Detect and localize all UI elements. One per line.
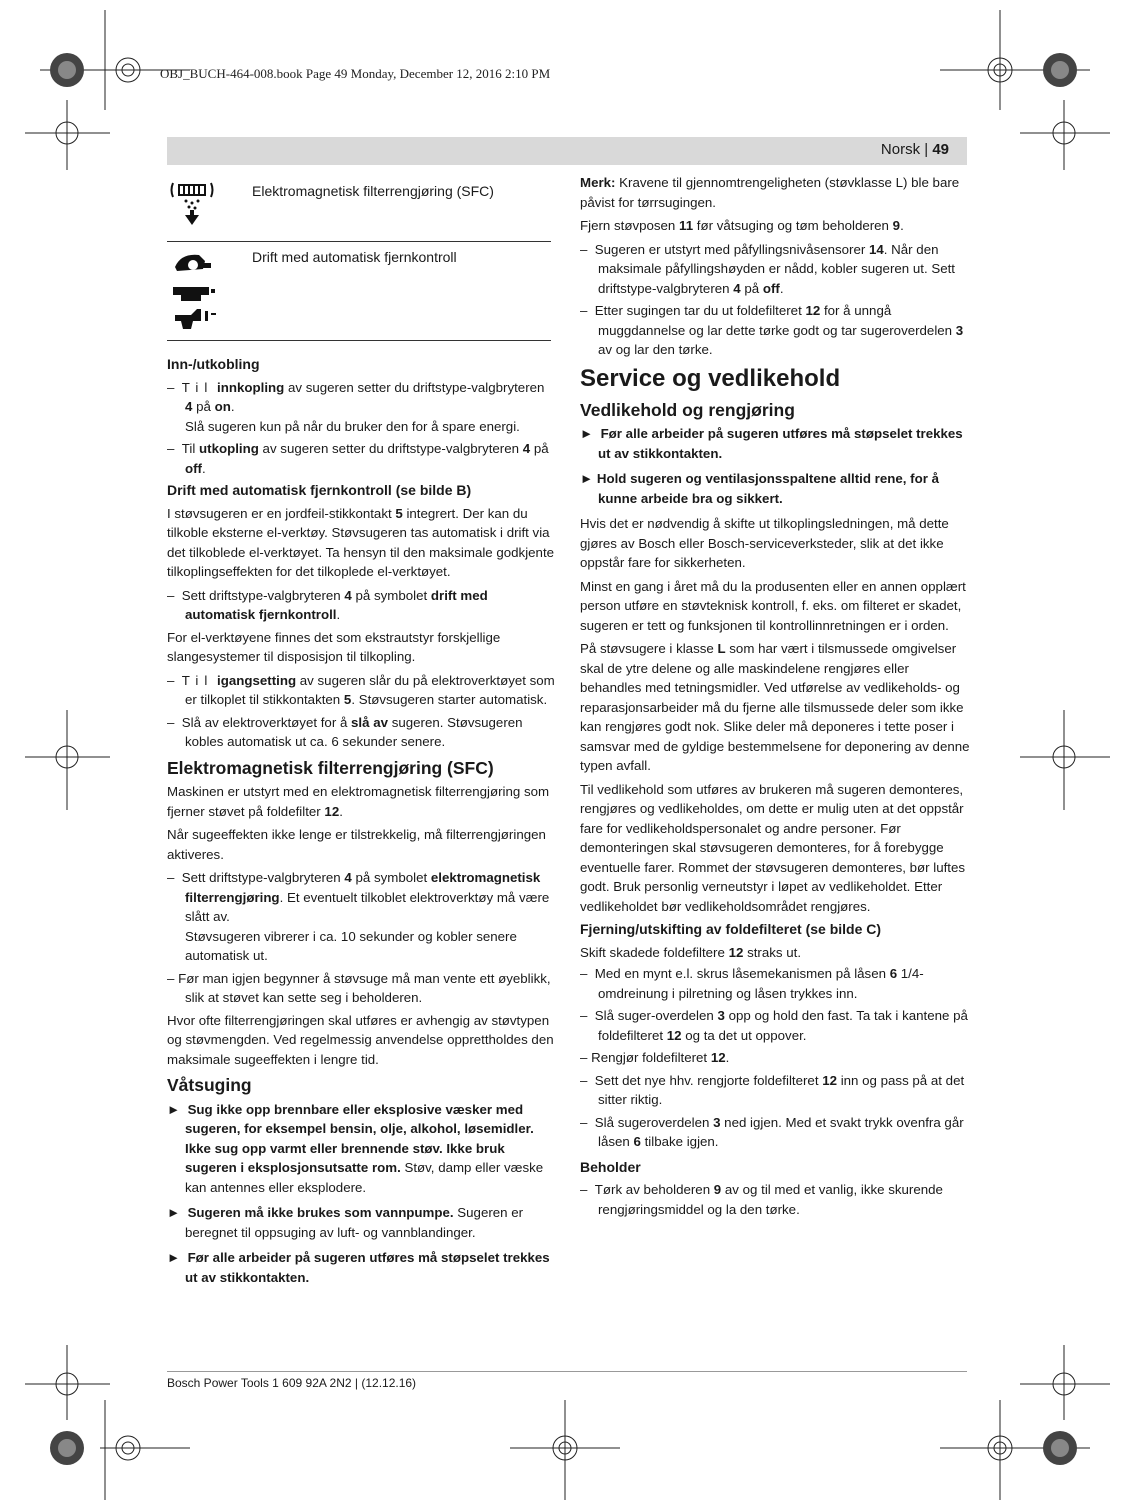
symbol-sfc-text: Elektromagnetisk filterrengjøring (SFC): [252, 183, 494, 199]
sfc-filter-cleaning-icon: [169, 179, 215, 233]
right-column: [580, 173, 970, 1222]
list-item: – Etter sugingen tar du ut foldefilteret 12 for å unngå muggdannelse og lar dette tørke godt og tar sugeroverdelen 3 av og lar den tørke.: [580, 303, 964, 357]
print-slug: OBJ_BUCH-464-008.book Page 49 Monday, December 12, 2016 2:10 PM: [160, 66, 551, 81]
paragraph: Maskinen er utstyrt med en elektromagnetisk filterrengjøring som fjerner støvet på foldefilter 12.: [167, 784, 550, 819]
symbol-auto-text: Drift med automatisk fjernkontroll: [252, 249, 457, 265]
paragraph: Minst en gang i året må du la produsenten eller en annen opplært person utføre en støvteknisk kontroll, f. eks. om filteret er skadet, sugeren er tett og funksjonen til kontrollinnretningen er i orden.: [580, 578, 966, 633]
warning-item: ► Sugeren må ikke brukes som vannpumpe. Sugeren er beregnet til oppsuging av luft- og vannblandinger.: [167, 1205, 524, 1240]
list-item: – Rengjør foldefilteret 12.: [580, 1050, 730, 1065]
page-header: [881, 141, 949, 158]
symbol-row-auto: [167, 241, 551, 341]
paragraph: Hvis det er nødvendig å skifte ut tilkoplingsledningen, må dette gjøres av Bosch eller Bosch-serviceverksteder, slik at det ikke oppstår fare for sikkerheten.: [580, 516, 949, 570]
wet-suction-heading: Våtsuging: [167, 1075, 252, 1095]
list-item: – Slå av elektroverktøyet for å slå av sugeren. Støvsugeren kobles automatisk ut ca. 6 sekunder senere.: [167, 714, 523, 749]
container-heading: Beholder: [580, 1158, 641, 1175]
list-item: – Tørk av beholderen 9 av og til med et vanlig, ikke skurende rengjøringsmiddel og la den tørke.: [580, 1182, 943, 1217]
header-language: Norsk: [880, 141, 921, 158]
service-heading: Service og vedlikehold: [580, 364, 841, 392]
paragraph: Skift skadede foldefiltere 12 straks ut.: [580, 944, 802, 960]
left-column: [167, 352, 555, 1293]
paragraph: For el-verktøyene finnes det som ekstrautstyr forskjellige slangesystemer til disposisjon til tilkopling.: [167, 629, 501, 664]
list-item: – Før man igjen begynner å støvsuge må man vente ett øyeblikk, slik at støvet kan sette seg i beholderen.: [167, 970, 551, 1005]
auto-remote-heading: Drift med automatisk fjernkontroll (se bilde B): [167, 482, 472, 498]
power-tool-auto-remote-icon: [171, 247, 219, 335]
warning-item: ► Hold sugeren og ventilasjonsspaltene alltid rene, for å kunne arbeide bra og sikkert.: [580, 471, 939, 506]
list-item: – Til innkopling av sugeren setter du driftstype-valgbryteren 4 på on. Slå sugeren kun på når du bruker den for å spare energi.: [167, 379, 545, 434]
page-header-bar: [167, 137, 967, 165]
paragraph: Fjern støvposen 11 før våtsuging og tøm beholderen 9.: [580, 218, 904, 233]
symbol-row-sfc: [167, 175, 551, 242]
list-item: – Sugeren er utstyrt med påfyllingsnivåsensorer 14. Når den maksimale påfyllingshøyden er nådd, kobler sugeren ut. Sett driftstype-valgbryteren 4 på off.: [580, 241, 955, 296]
paragraph: Når sugeeffekten ikke lenge er tilstrekkelig, må filterrengjøringen aktiveres.: [167, 827, 546, 862]
maintenance-heading: Vedlikehold og rengjøring: [580, 399, 795, 420]
paragraph: Til vedlikehold som utføres av brukeren må sugeren demonteres, rengjøres og vedlikeholdes, om dette er mulig uten at det oppstår fare for vedlikeholdspersonalet og andre personer. Før demonteringen skal støvsugeren demonteres, for å forebygge eventuelle farer. Rommet der støvsugeren demonteres, bør luftes godt. Bruk personlig verneutstyr i løpet av vedlikeholdet. Etter vedlikeholdet bør vedlikeholdsområdet rengjøres.: [580, 781, 966, 914]
warning-item: ► Før alle arbeider på sugeren utføres må støpselet trekkes ut av stikkontakten.: [580, 426, 963, 461]
paragraph: Hvor ofte filterrengjøringen skal utføres er avhengig av støvtypen og støvmengden. Ved regelmessig anvendelse opprettholdes den maksimale sugeeffekten i lengre tid.: [167, 1012, 554, 1067]
page-footer: Bosch Power Tools 1 609 92A 2N2 | (12.12.16): [167, 1376, 417, 1390]
sfc-heading: Elektromagnetisk filterrengjøring (SFC): [167, 757, 494, 778]
warning-item: ► Sug ikke opp brennbare eller eksplosive væsker med sugeren, for eksempel bensin, olje, alkohol, løsemidler. Ikke sug opp varmt eller brennende støv. Ikke bruk sugeren i eksplosjonsutsatte rom. Støv, damp eller væske kan antennes eller eksplodere.: [167, 1101, 544, 1195]
paragraph: Merk: Kravene til gjennomtrengeligheten (støvklasse L) ble bare påvist for tørrsugingen.: [580, 175, 960, 210]
filter-heading: Fjerning/utskifting av foldefilteret (se bilde C): [580, 921, 882, 937]
paragraph: I støvsugeren er en jordfeil-stikkontakt 5 integrert. Der kan du tilkoble eksterne el-verktøy. Støvsugeren tas automatisk i drift via det tilkoblede el-verktøyet. Ta hensyn til den maksimale godkjente tilkoplingseffekten for det tilkoplede el-verktøyet.: [167, 505, 555, 579]
list-item: – Slå suger-overdelen 3 opp og hold den fast. Ta tak i kantene på foldefilteret 12 og ta det ut oppover.: [580, 1008, 968, 1043]
list-item: – Sett det nye hhv. rengjorte foldefilteret 12 inn og pass på at det sitter riktig.: [580, 1072, 965, 1107]
list-item: – Slå sugeroverdelen 3 ned igjen. Med et svakt trykk ovenfra går låsen 6 tilbake igjen.: [580, 1114, 964, 1149]
paragraph: På støvsugere i klasse L som har vært i tilsmussede omgivelser skal de ytre delene og alle maskindelene rengjøres eller behandles med tetningsmidler. Ved utførelse av vedlikeholds- og reparasjonsarbeider må du fjerne alle tilsmussede deler som ikke kan rengjøres godt nok. Slike deler må deponeres i tette poser i samsvar med de gyldige bestemmelsene for deponering av denne typen avfall.: [580, 641, 970, 773]
header-separator: |: [920, 141, 933, 158]
inn-ut-heading: Inn-/utkobling: [167, 356, 260, 372]
page-number: 49: [932, 141, 949, 158]
warning-item: ► Før alle arbeider på sugeren utføres må støpselet trekkes ut av stikkontakten.: [167, 1250, 550, 1285]
footer-rule: [167, 1371, 967, 1372]
list-item: – Sett driftstype-valgbryteren 4 på symbolet elektromagnetisk filterrengjøring. Et eventuelt tilkoblet elektroverktøy må være slått av. Støvsugeren vibrerer i ca. 10 sekunder og kobler senere automatisk ut.: [167, 870, 550, 963]
list-item: – Til igangsetting av sugeren slår du på elektroverktøyet som er tilkoplet til stikkontakten 5. Støvsugeren starter automatisk.: [167, 672, 555, 707]
list-item: – Til utkopling av sugeren setter du driftstype-valgbryteren 4 på off.: [167, 441, 549, 476]
list-item: – Sett driftstype-valgbryteren 4 på symbolet drift med automatisk fjernkontroll.: [167, 587, 488, 622]
list-item: – Med en mynt e.l. skrus låsemekanismen på låsen 6 1/4-omdreinung i pilretning og låsen trykkes inn.: [580, 966, 924, 1001]
